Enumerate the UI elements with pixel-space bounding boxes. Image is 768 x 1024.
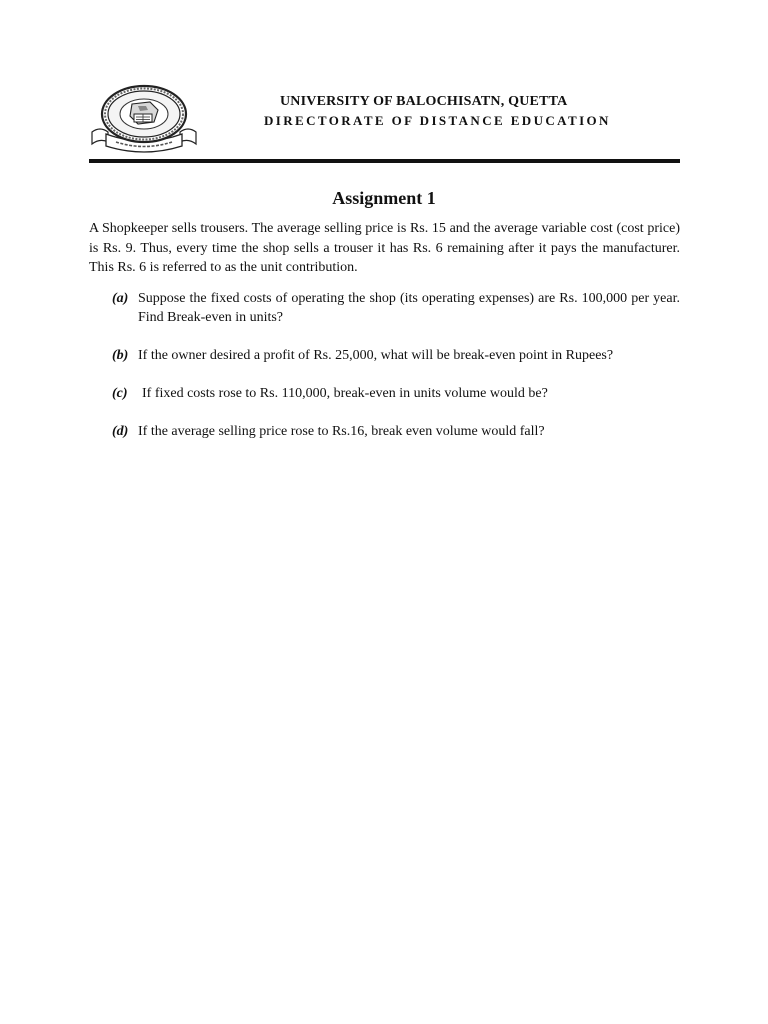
question-text: If the average selling price rose to Rs.16, break even volume would fall? [138,424,545,439]
question-text: Suppose the fixed costs of operating the shop (its operating expenses) are Rs. 100,000 per year. Find Break-even in units? [138,291,680,325]
university-seal-icon [88,82,200,154]
university-name: UNIVERSITY OF BALOCHISATN, QUETTA [280,94,568,109]
assignment-title: Assignment 1 [332,188,436,208]
question-label: (b) [112,348,129,363]
header-divider [89,159,680,163]
question-text: If fixed costs rose to Rs. 110,000, break-even in units volume would be? [142,386,548,401]
directorate-name: DIRECTORATE OF DISTANCE EDUCATION [264,113,611,128]
assignment-intro: A Shopkeeper sells trousers. The average selling price is Rs. 15 and the average variable cost (cost price) is Rs. 9. Thus, every time the shop sells a trouser it has Rs. 6 remaining after it pays the manufacturer. This Rs. 6 is referred to as the unit contribution. [89,221,680,275]
question-text: If the owner desired a profit of Rs. 25,000, what will be break-even point in Rupees? [138,348,614,363]
question-item [112,422,680,441]
question-list [112,289,680,441]
question-label: (d) [112,424,129,439]
question-item [112,289,680,327]
question-label: (c) [112,386,128,401]
question-item [112,346,680,365]
question-label: (a) [112,291,129,306]
question-item [112,384,680,403]
